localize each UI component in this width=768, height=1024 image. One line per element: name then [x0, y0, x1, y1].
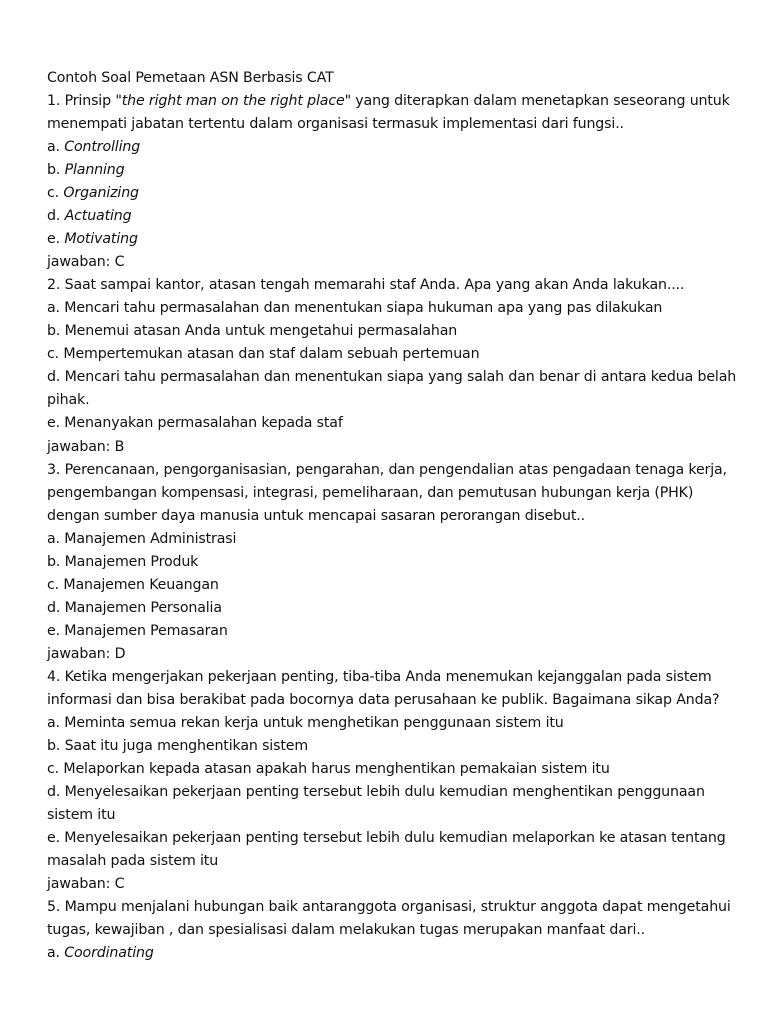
text-segment: 5. Mampu menjalani hubungan baik antaranggota organisasi, struktur anggota dapat mengetahui — [47, 899, 731, 916]
answer-option-line — [47, 758, 747, 781]
text-segment: a. — [47, 945, 65, 962]
question-text-line — [47, 505, 747, 528]
answer-option-line — [47, 804, 747, 827]
question-text-line — [47, 90, 747, 113]
answer-option-line — [47, 735, 747, 758]
text-segment: masalah pada sistem itu — [47, 853, 219, 870]
question-list — [47, 90, 747, 965]
answer-option-line — [47, 228, 747, 251]
answer-option-line — [47, 551, 747, 574]
text-segment: d. Manajemen Personalia — [47, 599, 222, 616]
answer-option-line — [47, 827, 747, 850]
answer-option-line — [47, 712, 747, 735]
text-segment: b. Menemui atasan Anda untuk mengetahui permasalahan — [47, 323, 458, 340]
answer-option-line — [47, 366, 747, 389]
answer-key: jawaban: C — [47, 254, 125, 271]
answer-option-line — [47, 597, 747, 620]
answer-option-line — [47, 942, 747, 965]
text-segment: a. Mencari tahu permasalahan dan menentukan siapa hukuman apa yang pas dilakukan — [47, 300, 663, 317]
italic-text-segment: Motivating — [64, 231, 138, 248]
page-title: Contoh Soal Pemetaan ASN Berbasis CAT — [47, 70, 334, 86]
question-block — [47, 896, 747, 965]
text-segment: 4. Ketika mengerjakan pekerjaan penting, tiba-tiba Anda menemukan kejanggalan pada sistem — [47, 668, 712, 685]
text-segment: e. Menyelesaikan pekerjaan penting tersebut lebih dulu kemudian melaporkan ke atasan tentang — [47, 830, 726, 847]
answer-key: jawaban: D — [47, 645, 126, 662]
text-segment: 2. Saat sampai kantor, atasan tengah memarahi staf Anda. Apa yang akan Anda lakukan.... — [47, 277, 685, 294]
text-segment: menempati jabatan tertentu dalam organisasi termasuk implementasi dari fungsi.. — [47, 116, 624, 133]
answer-option-line — [47, 781, 747, 804]
text-segment: d. — [47, 208, 65, 225]
question-block — [47, 90, 747, 274]
question-text-line — [47, 919, 747, 942]
question-text-line — [47, 113, 747, 136]
answer-option-line — [47, 182, 747, 205]
text-segment: a. — [47, 139, 65, 156]
italic-text-segment: Actuating — [64, 208, 132, 225]
answer-option-line — [47, 320, 747, 343]
italic-text-segment: Controlling — [64, 139, 141, 156]
text-segment: a. Meminta semua rekan kerja untuk menghetikan penggunaan sistem itu — [47, 714, 564, 731]
answer-option-line — [47, 574, 747, 597]
answer-option-line — [47, 343, 747, 366]
italic-text-segment: the right man on the right place — [121, 93, 345, 110]
answer-option-line — [47, 389, 747, 412]
text-segment: c. — [47, 185, 64, 202]
text-segment: c. Manajemen Keuangan — [47, 576, 219, 593]
answer-key: jawaban: C — [47, 876, 125, 893]
question-text-line — [47, 896, 747, 919]
question-text-line — [47, 459, 747, 482]
question-block — [47, 666, 747, 896]
question-text-line — [47, 274, 747, 297]
answer-option-line — [47, 528, 747, 551]
text-segment: 1. Prinsip " — [47, 93, 122, 110]
text-segment: d. Mencari tahu permasalahan dan menentukan siapa yang salah dan benar di antara kedua belah — [47, 369, 737, 386]
text-segment: " yang diterapkan dalam menetapkan seseorang untuk — [344, 93, 730, 110]
italic-text-segment: Coordinating — [64, 945, 154, 962]
italic-text-segment: Planning — [64, 162, 125, 179]
text-segment: a. Manajemen Administrasi — [47, 530, 237, 547]
text-segment: b. Manajemen Produk — [47, 553, 199, 570]
text-segment: tugas, kewajiban , dan spesialisasi dalam melakukan tugas merupakan manfaat dari.. — [47, 922, 646, 939]
text-segment: b. — [47, 162, 65, 179]
question-block — [47, 459, 747, 666]
question-text-line — [47, 482, 747, 505]
answer-option-line — [47, 297, 747, 320]
text-segment: sistem itu — [47, 807, 116, 823]
answer-option-line — [47, 159, 747, 182]
question-text-line — [47, 666, 747, 689]
question-text-line — [47, 689, 747, 712]
text-segment: informasi dan bisa berakibat pada bocornya data perusahaan ke publik. Bagaimana sikap Anda? — [47, 691, 720, 708]
italic-text-segment: Organizing — [63, 185, 139, 202]
document-body — [47, 67, 747, 965]
answer-option-line — [47, 412, 747, 435]
text-segment: pihak. — [47, 392, 90, 409]
answer-option-line — [47, 136, 747, 159]
text-segment: c. Melaporkan kepada atasan apakah harus menghentikan pemakaian sistem itu — [47, 760, 610, 777]
answer-option-line — [47, 620, 747, 643]
text-segment: e. Manajemen Pemasaran — [47, 622, 228, 639]
text-segment: b. Saat itu juga menghentikan sistem — [47, 737, 309, 754]
text-segment: dengan sumber daya manusia untuk mencapai sasaran perorangan disebut.. — [47, 507, 585, 524]
text-segment: e. — [47, 231, 65, 248]
question-block — [47, 274, 747, 458]
text-segment: 3. Perencanaan, pengorganisasian, pengarahan, dan pengendalian atas pengadaan tenaga kerja, — [47, 461, 727, 478]
answer-option-line — [47, 205, 747, 228]
text-segment: d. Menyelesaikan pekerjaan penting tersebut lebih dulu kemudian menghentikan penggunaan — [47, 783, 705, 800]
text-segment: c. Mempertemukan atasan dan staf dalam sebuah pertemuan — [47, 346, 480, 363]
answer-key: jawaban: B — [47, 438, 125, 455]
answer-option-line — [47, 850, 747, 873]
text-segment: e. Menanyakan permasalahan kepada staf — [47, 415, 343, 432]
text-segment: pengembangan kompensasi, integrasi, pemeliharaan, dan pemutusan hubungan kerja (PHK) — [47, 484, 694, 501]
